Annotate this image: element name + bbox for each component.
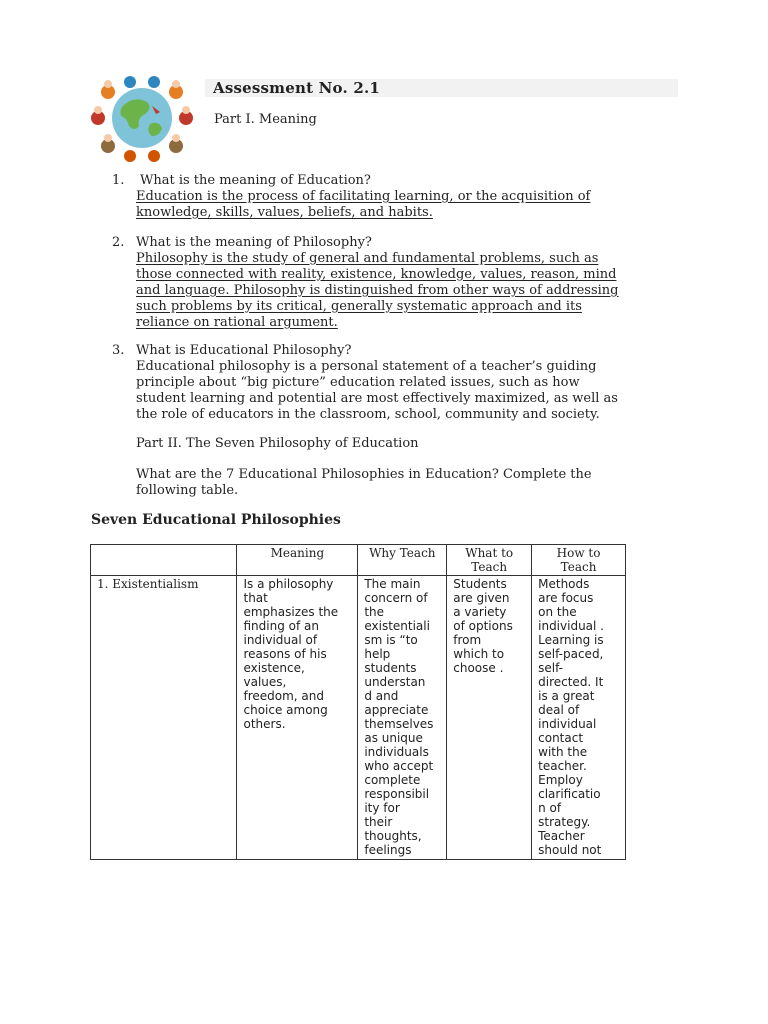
cell-line: values, bbox=[243, 675, 287, 689]
cell-line: themselves bbox=[364, 717, 434, 731]
why-teach-cell bbox=[358, 576, 447, 860]
cell-line: of options bbox=[453, 619, 513, 633]
answer-line: Philosophy is the study of general and fundamental problems, such as bbox=[136, 251, 599, 266]
cell-line: self- bbox=[538, 661, 563, 675]
cell-line: Teacher bbox=[538, 829, 585, 843]
cell-line: understan bbox=[364, 675, 426, 689]
answer-line: the role of educators in the classroom, school, community and society. bbox=[136, 407, 600, 422]
cell-line: finding of an bbox=[243, 619, 319, 633]
question-text: What is the meaning of Philosophy? bbox=[136, 235, 372, 250]
cell-line: responsibil bbox=[364, 787, 430, 801]
header-cell-why-teach: Why Teach bbox=[358, 545, 447, 576]
cell-line: others. bbox=[243, 717, 286, 731]
cell-line: teacher. bbox=[538, 759, 587, 773]
cell-line: which to bbox=[453, 647, 505, 661]
cell-line: reasons of his bbox=[243, 647, 327, 661]
answer-line: and language. Philosophy is distinguished from other ways of addressing bbox=[136, 283, 619, 298]
question-number: 2. bbox=[112, 235, 125, 250]
question-text: What is the meaning of Education? bbox=[140, 173, 371, 188]
prompt-line: What are the 7 Educational Philosophies in Education? Complete the bbox=[136, 467, 592, 482]
cell-line: emphasizes the bbox=[243, 605, 339, 619]
answer-line: reliance on rational argument. bbox=[136, 315, 338, 330]
part-two-label: Part II. The Seven Philosophy of Education bbox=[136, 436, 419, 451]
cell-line: contact bbox=[538, 731, 584, 745]
cell-line: directed. It bbox=[538, 675, 604, 689]
prompt-line: following table. bbox=[136, 483, 239, 498]
cell-line: as unique bbox=[364, 731, 423, 745]
answer-line: principle about “big picture” education related issues, such as how bbox=[136, 375, 580, 390]
cell-line: a variety bbox=[453, 605, 507, 619]
cell-line: is a great bbox=[538, 689, 595, 703]
cell-line: choose . bbox=[453, 661, 504, 675]
answer-1 bbox=[136, 189, 590, 221]
cell-line: are given bbox=[453, 591, 510, 605]
header-cell-how-to-teach: How to Teach bbox=[532, 545, 626, 576]
header-cell-blank bbox=[91, 545, 237, 576]
cell-line: self-paced, bbox=[538, 647, 604, 661]
answer-2 bbox=[136, 251, 619, 331]
header-cell-what-to-teach: What to Teach bbox=[447, 545, 532, 576]
cell-line: are focus bbox=[538, 591, 594, 605]
cell-line: on the bbox=[538, 605, 577, 619]
row-name-cell: 1. Existentialism bbox=[91, 576, 237, 860]
cell-line: existentiali bbox=[364, 619, 430, 633]
cell-line: choice among bbox=[243, 703, 328, 717]
table-row bbox=[91, 576, 626, 860]
cell-line: ity for bbox=[364, 801, 400, 815]
globe-children-icon bbox=[80, 72, 204, 164]
cell-line: their bbox=[364, 815, 393, 829]
cell-line: The main bbox=[364, 577, 421, 591]
part-two-prompt bbox=[136, 467, 592, 499]
cell-line: d and bbox=[364, 689, 399, 703]
cell-line: clarificatio bbox=[538, 787, 601, 801]
cell-line: students bbox=[364, 661, 417, 675]
cell-line: complete bbox=[364, 773, 421, 787]
question-2 bbox=[112, 235, 372, 251]
question-text: What is Educational Philosophy? bbox=[136, 343, 352, 358]
question-1 bbox=[112, 173, 371, 189]
header-cell-meaning: Meaning bbox=[237, 545, 358, 576]
cell-line: individual . bbox=[538, 619, 604, 633]
cell-line: thoughts, bbox=[364, 829, 422, 843]
cell-line: that bbox=[243, 591, 268, 605]
what-to-teach-cell bbox=[447, 576, 532, 860]
page-title: Assessment No. 2.1 bbox=[213, 79, 381, 97]
table-header-row bbox=[91, 545, 626, 576]
answer-line: Educational philosophy is a personal statement of a teacher’s guiding bbox=[136, 359, 597, 374]
cell-line: Is a philosophy bbox=[243, 577, 334, 591]
philosophies-table bbox=[90, 544, 626, 860]
cell-line: should not bbox=[538, 843, 602, 857]
how-to-teach-cell bbox=[532, 576, 626, 860]
cell-line: help bbox=[364, 647, 391, 661]
question-number: 1. bbox=[112, 173, 125, 188]
answer-3 bbox=[136, 359, 618, 423]
cell-line: Methods bbox=[538, 577, 590, 591]
answer-line: those connected with reality, existence, knowledge, values, reason, mind bbox=[136, 267, 617, 282]
cell-line: deal of bbox=[538, 703, 580, 717]
cell-line: existence, bbox=[243, 661, 305, 675]
question-number: 3. bbox=[112, 343, 125, 358]
answer-line: such problems by its critical, generally systematic approach and its bbox=[136, 299, 582, 314]
cell-line: with the bbox=[538, 745, 588, 759]
table-heading: Seven Educational Philosophies bbox=[91, 512, 341, 528]
cell-line: concern of bbox=[364, 591, 428, 605]
cell-line: n of bbox=[538, 801, 562, 815]
cell-line: Employ bbox=[538, 773, 583, 787]
cell-line: Learning is bbox=[538, 633, 604, 647]
meaning-cell bbox=[237, 576, 358, 860]
cell-line: Students bbox=[453, 577, 507, 591]
cell-line: who accept bbox=[364, 759, 434, 773]
question-3 bbox=[112, 343, 352, 359]
cell-line: individual of bbox=[243, 633, 318, 647]
answer-line: student learning and potential are most effectively maximized, as well as bbox=[136, 391, 618, 406]
answer-line: knowledge, skills, values, beliefs, and habits. bbox=[136, 205, 433, 220]
cell-line: individuals bbox=[364, 745, 429, 759]
answer-line: Education is the process of facilitating learning, or the acquisition of bbox=[136, 189, 591, 204]
cell-line: individual bbox=[538, 717, 597, 731]
cell-line: strategy. bbox=[538, 815, 591, 829]
cell-line: feelings bbox=[364, 843, 412, 857]
cell-line: the bbox=[364, 605, 385, 619]
part-one-label: Part I. Meaning bbox=[214, 112, 317, 127]
cell-line: from bbox=[453, 633, 482, 647]
cell-line: freedom, and bbox=[243, 689, 324, 703]
cell-line: sm is “to bbox=[364, 633, 418, 647]
cell-line: appreciate bbox=[364, 703, 429, 717]
